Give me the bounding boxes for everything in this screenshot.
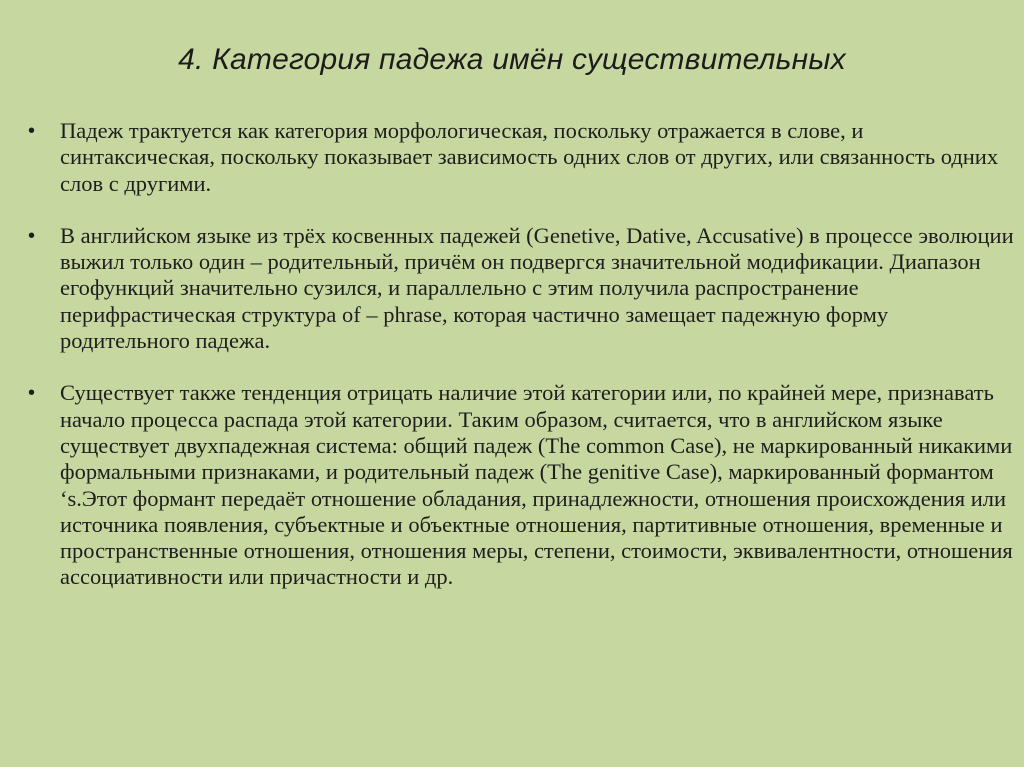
slide-title: 4. Категория падежа имён существительных [178, 43, 846, 76]
bullet-icon: • [28, 382, 36, 405]
bullet-icon: • [28, 120, 36, 142]
bullet-list [24, 118, 1014, 591]
bullet-item [24, 380, 1014, 590]
bullet-text: Существует также тенденция отрицать наличие этой категории или, по крайней мере, признавать начало процесса распада этой категории. Таким образом, считается, что в английском языке существует двухпадежная система: общий падеж (The common Case), не маркированный никакими формальными признаками, и родительный падеж (The genitive Case), маркированный формантом ‘s.Этот формант передаёт отношение обладания, принадлежности, отношения происхождения или источника появления, субъектные и объектные отношения, партитивные отношения, временные и пространственные отношения, отношения меры, степени, стоимости, эквивалентности, отношения ассоциативности или причастности и др. [60, 380, 1013, 590]
bullet-icon: • [28, 224, 36, 247]
bullet-text: Падеж трактуется как категория морфологическая, поскольку отражается в слове, и синтаксическая, поскольку показывает зависимость одних слов от других, или связанность одних слов с другими. [60, 118, 999, 196]
bullet-item [24, 118, 1014, 197]
bullet-item [24, 223, 1014, 354]
bullet-text: В английском языке из трёх косвенных падежей (Genetive, Dative, Accusative) в процессе эволюции выжил только один – родительный, причём он подвергся значительной модификации. Диапазон егофункций значительно сузился, и параллельно с этим получила распространение перифрастическая структура of – phrase, которая частично замещает падежную форму родительного падежа. [60, 222, 1014, 354]
